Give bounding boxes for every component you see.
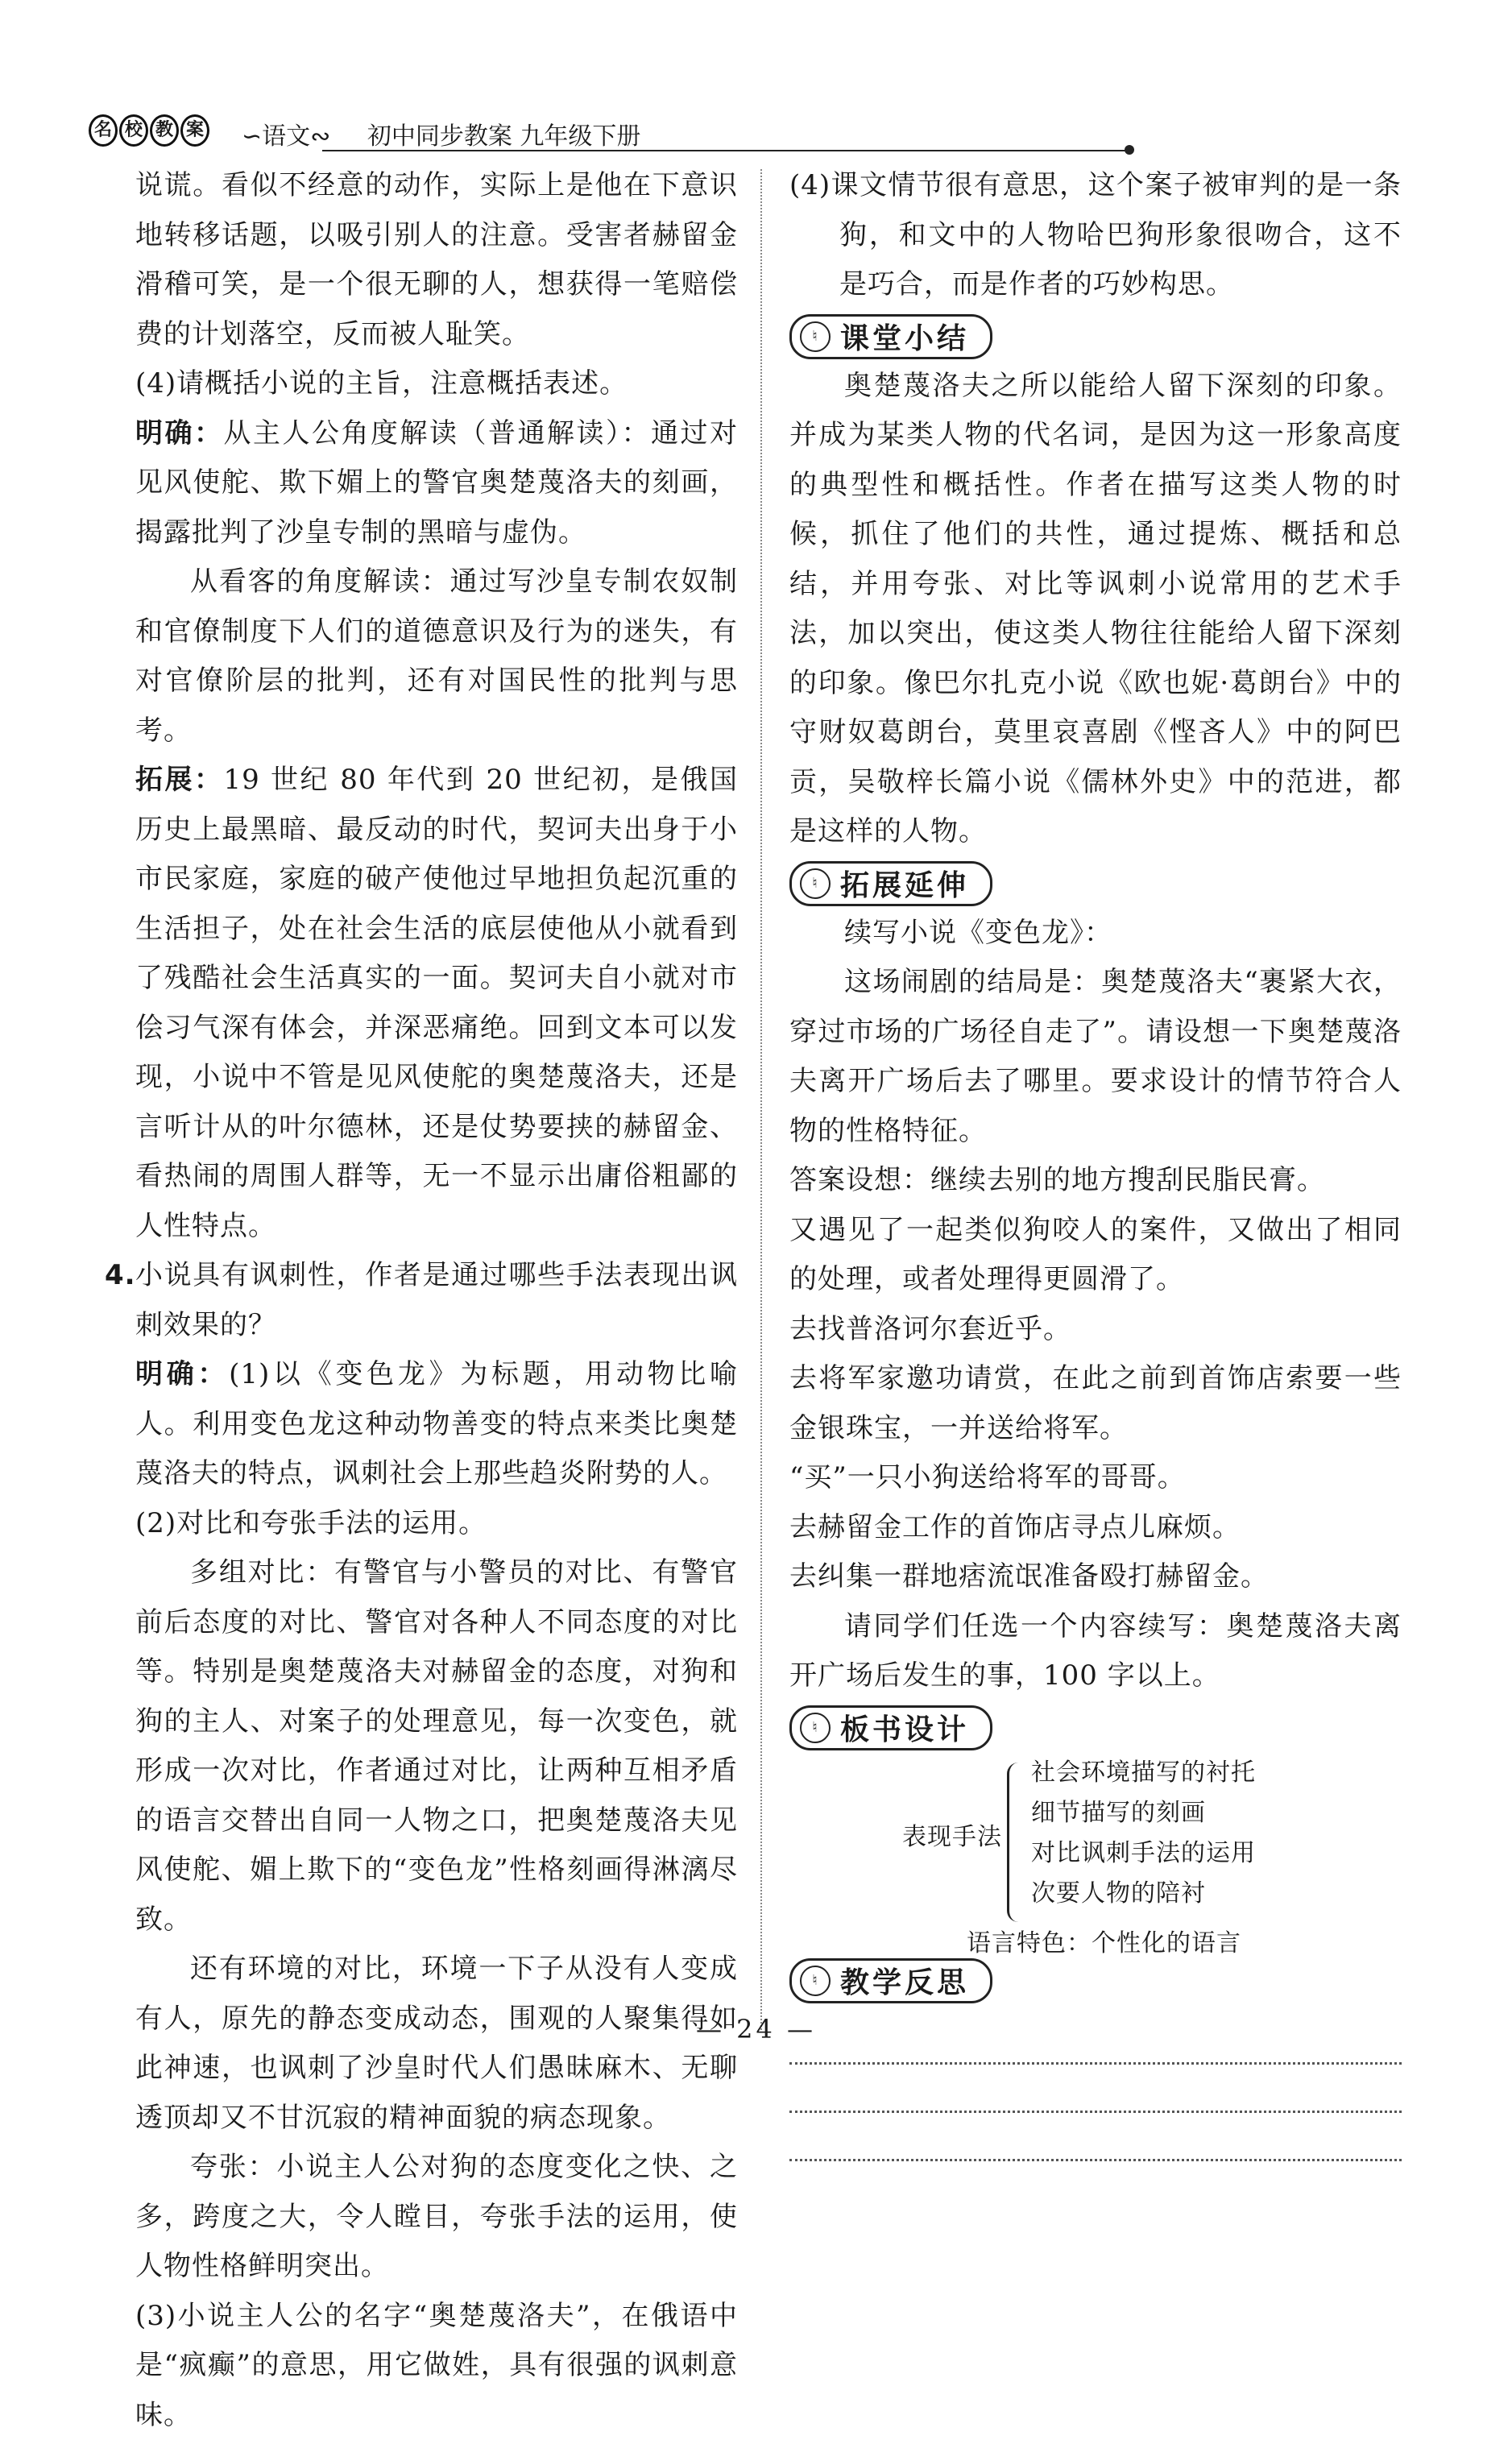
answer-paragraph: [135, 1350, 738, 1499]
paragraph: 还有环境的对比，环境一下子从没有人变成有人，原先的静态变成动态，围观的人聚集得如此神速，也讽刺了沙皇时代人们愚昧麻木、无聊透顶却又不甘沉寂的精神面貌的病态现象。: [135, 1945, 738, 2143]
extension-paragraph: [135, 756, 738, 1251]
book-icon: ♮: [800, 1966, 831, 1996]
logo-char: 校: [119, 114, 148, 147]
logo: [89, 113, 209, 148]
right-column: [789, 161, 1402, 2175]
board-items: [1031, 1753, 1256, 1914]
section-badge: [789, 1958, 992, 2003]
paragraph: 多组对比：有警官与小警员的对比、有警官前后态度的对比、警官对各种人不同态度的对比等。特别是奥楚蔑洛夫对赫留金的态度，对狗和狗的主人、对案子的处理意见，每一次变色，就形成一次对比，作者通过对比，让两种互相矛盾的语言交替出自同一人物之口，把奥楚蔑洛夫见风使舵、媚上欺下的“变色龙”性格刻画得淋漓尽致。: [135, 1548, 738, 1945]
board-design: [789, 1753, 1402, 1954]
paragraph: 续写小说《变色龙》：: [789, 909, 1402, 959]
summary-paragraph: 奥楚蔑洛夫之所以能给人留下深刻的印象。并成为某类人物的代名词，是因为这一形象高度的典型性和概括性。作者在描写这类人物的时候，抓住了他们的共性，通过提炼、概括和总结，并用夸张、对比等讽刺小说常用的艺术手法，加以突出，使这类人物往往能给人留下深刻的印象。像巴尔扎克小说《欧也妮·葛朗台》中的守财奴葛朗台，莫里哀喜剧《悭吝人》中的阿巴贡，吴敬梓长篇小说《儒林外史》中的范进，都是这样的人物。: [789, 362, 1402, 857]
page-number: — 24 —: [0, 2014, 1512, 2044]
subject: ∽语文∾: [242, 122, 330, 151]
answer-label: 明确：: [135, 1358, 229, 1390]
paragraph: 去找普洛诃尔套近乎。: [789, 1305, 1402, 1355]
section-header: [789, 1959, 1402, 2003]
header-rule-dot: [1125, 145, 1134, 155]
book-title: 初中同步教案 九年级下册: [367, 122, 641, 151]
book-icon: ♮: [800, 868, 831, 899]
paragraph: 又遇见了一起类似狗咬人的案件，又做出了相同的处理，或者处理得更圆滑了。: [789, 1206, 1402, 1305]
section-title: 拓展延伸: [840, 863, 969, 904]
section-header: [789, 315, 1402, 358]
paragraph: 请同学们任选一个内容续写：奥楚蔑洛夫离开广场后发生的事，100 字以上。: [789, 1602, 1402, 1701]
section-badge: [789, 861, 992, 906]
paragraph: (3)小说主人公的名字“奥楚蔑洛夫”，在俄语中是“疯癫”的意思，用它做姓，具有很强的讽刺意味。: [135, 2292, 738, 2440]
writing-line: [789, 2062, 1402, 2065]
writing-line: [789, 2111, 1402, 2113]
board-item: 社会环境描写的衬托: [1031, 1753, 1256, 1793]
paragraph: (4)课文情节很有意思，这个案子被审判的是一条狗，和文中的人物哈巴狗形象很吻合，这不是巧合，而是作者的巧妙构思。: [789, 161, 1402, 310]
section-title: 课堂小结: [840, 316, 969, 357]
answer-text: (1)以《变色龙》为标题，用动物比喻人。利用变色龙这种动物善变的特点来类比奥楚蔑洛夫的特点，讽刺社会上那些趋炎附势的人。: [135, 1358, 738, 1489]
paragraph: 从看客的角度解读：通过写沙皇专制农奴制和官僚制度下人们的道德意识及行为的迷失，有对官僚阶层的批判，还有对国民性的批判与思考。: [135, 557, 738, 756]
board-item: 次要人物的陪衬: [1031, 1874, 1256, 1914]
logo-char: 案: [180, 114, 209, 147]
section-header: [789, 1706, 1402, 1750]
paragraph: 去纠集一群地痞流氓准备殴打赫留金。: [789, 1552, 1402, 1602]
paragraph: 说谎。看似不经意的动作，实际上是他在下意识地转移话题，以吸引别人的注意。受害者赫留金滑稽可笑，是一个很无聊的人，想获得一笔赔偿费的计划落空，反而被人耻笑。: [135, 161, 738, 359]
left-column: [135, 161, 738, 2440]
board-lead: 表现手法: [902, 1817, 1002, 1858]
extension-label: 拓展：: [135, 764, 223, 796]
board-item: 对比讽刺手法的运用: [1031, 1833, 1256, 1874]
question-number: 4.: [105, 1251, 136, 1301]
logo-char: 教: [150, 114, 179, 147]
section-badge: [789, 1705, 992, 1750]
section-badge: [789, 314, 992, 359]
paragraph: 这场闹剧的结局是：奥楚蔑洛夫“裹紧大衣，穿过市场的广场径自走了”。请设想一下奥楚蔑洛夫离开广场后去了哪里。要求设计的情节符合人物的性格特征。: [789, 958, 1402, 1156]
header-rule: [322, 150, 1128, 151]
writing-line: [789, 2159, 1402, 2161]
board-item: 细节描写的刻画: [1031, 1793, 1256, 1833]
answer-text: 从主人公角度解读（普通解读）：通过对见风使舵、欺下媚上的警官奥楚蔑洛夫的刻画，揭露批判了沙皇专制的黑暗与虚伪。: [135, 417, 738, 549]
answer-label: 明确：: [135, 417, 224, 449]
question-text: 小说具有讽刺性，作者是通过哪些手法表现出讽刺效果的？: [135, 1259, 738, 1341]
question-4-subtopic: (4)请概括小说的主旨，注意概括表述。: [135, 359, 738, 409]
extension-text: 19 世纪 80 年代到 20 世纪初，是俄国历史上最黑暗、最反动的时代，契诃夫出身于小市民家庭，家庭的破产使他过早地担负起沉重的生活担子，处在社会生活的底层使他从小就看到了残酷社会生活真实的一面。契诃夫自小就对市侩习气深有体会，并深恶痛绝。回到文本可以发现，小说中不管是见风使舵的奥楚蔑洛夫，还是言听计从的叶尔德林，还是仗势要挟的赫留金、看热闹的周围人群等，无一不显示出庸俗粗鄙的人性特点。: [135, 764, 738, 1242]
paragraph: 夸张：小说主人公对狗的态度变化之快、之多，跨度之大，令人瞠目，夸张手法的运用，使人物性格鲜明突出。: [135, 2143, 738, 2292]
section-title: 板书设计: [840, 1707, 969, 1748]
header: [89, 113, 1039, 151]
logo-char: 名: [89, 114, 118, 147]
book-icon: ♮: [800, 1713, 831, 1743]
header-title: [242, 116, 640, 151]
question-4: [135, 1251, 738, 1350]
paragraph: 去赫留金工作的首饰店寻点儿麻烦。: [789, 1503, 1402, 1553]
board-feature: 语言特色：个性化的语言: [967, 1924, 1241, 1964]
answer-paragraph: [135, 409, 738, 558]
paragraph: 去将军家邀功请赏，在此之前到首饰店索要一些金银珠宝，一并送给将军。: [789, 1354, 1402, 1453]
brace: [1007, 1763, 1024, 1922]
section-header: [789, 862, 1402, 905]
paragraph: (2)对比和夸张手法的运用。: [135, 1499, 738, 1549]
section-title: 教学反思: [840, 1960, 969, 2001]
book-icon: ♮: [800, 321, 831, 352]
paragraph: “买”一只小狗送给将军的哥哥。: [789, 1453, 1402, 1503]
column-divider: [760, 169, 762, 2030]
paragraph: 答案设想：继续去别的地方搜刮民脂民膏。: [789, 1156, 1402, 1206]
